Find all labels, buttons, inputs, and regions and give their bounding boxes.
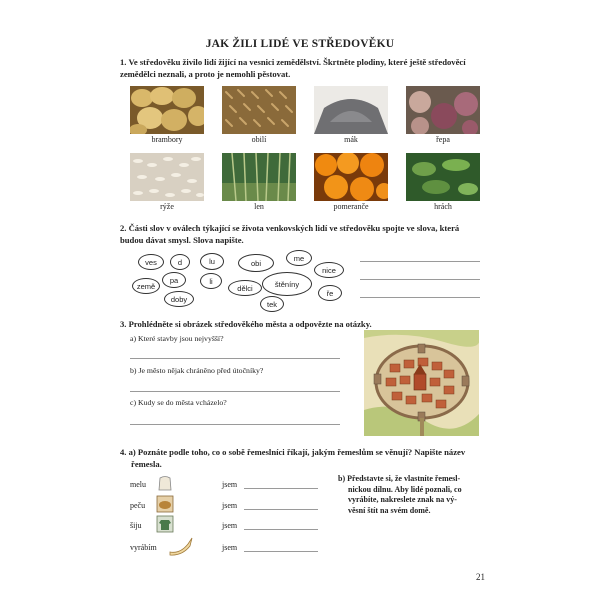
syllable-oval[interactable]: země (132, 278, 160, 294)
photo-grain (222, 86, 296, 134)
answer-line[interactable] (360, 279, 480, 280)
answer-line[interactable] (244, 509, 318, 510)
syllable-oval[interactable]: me (286, 250, 312, 266)
photo-rice (130, 153, 204, 201)
answer-line[interactable] (360, 297, 480, 298)
task3-instruction: 3. Prohlédněte si obrázek středověkého města a odpovězte na otázky. (120, 319, 372, 329)
photo-beets (406, 86, 480, 134)
answer-line[interactable] (130, 391, 340, 392)
syllable-oval[interactable]: li (200, 273, 222, 289)
bread-icon (156, 495, 174, 513)
photo-oranges (314, 153, 388, 201)
syllable-oval[interactable]: d (170, 254, 190, 270)
answer-line[interactable] (130, 358, 340, 359)
syllable-oval[interactable]: dělci (228, 280, 262, 296)
caption-beets: řepa (436, 135, 450, 144)
syllable-oval[interactable]: lu (200, 253, 224, 270)
syllable-oval[interactable]: doby (164, 291, 194, 307)
question-b: b) Je město nějak chráněno před útočníky? (130, 366, 264, 375)
horn-icon (168, 536, 194, 556)
task4-instruction: 4. a) Poznáte podle toho, co o sobě řemeslníci říkají, jakým řemeslům se věnují? Napište název řemesla. (120, 447, 466, 469)
photo-potatoes (130, 86, 204, 134)
question-a: a) Které stavby jsou nejvyšší? (130, 334, 224, 343)
answer-line[interactable] (244, 529, 318, 530)
task4b-instruction: b) Představte si, že vlastníte řemesl- nickou dílnu. Aby lidé poznali, co vyrábíte, nakreslete znak na vý- věsní štít na svém domě. (338, 474, 462, 515)
medieval-town-illustration (364, 330, 479, 436)
task1-instruction: 1. Ve středověku živilo lidí žijící na vesnici zemědělství. Škrtněte plodiny, které ještě středověcí zemědělci neznali, a proto je nemohli pěstovat. (120, 57, 466, 79)
syllable-oval[interactable]: ře (318, 285, 342, 301)
caption-flax: len (254, 202, 264, 211)
question-c: c) Kudy se do města vcházelo? (130, 398, 227, 407)
answer-line[interactable] (244, 551, 318, 552)
shirt-icon (156, 515, 174, 533)
task2-instruction: 2. Části slov v oválech týkající se života venkovských lidí ve středověku spojte ve slova, která budou dávat smysl. Slova napište. (120, 223, 460, 245)
syllable-oval[interactable]: obi (238, 254, 274, 272)
page-title: JAK ŽILI LIDÉ VE STŘEDOVĚKU (205, 38, 395, 50)
caption-rice: rýže (160, 202, 174, 211)
jsem-label: jsem (222, 480, 238, 489)
craft-verb: melu (130, 480, 146, 489)
caption-potatoes: brambory (151, 135, 183, 144)
craft-verb: vyrábím (130, 543, 157, 552)
flour-sack-icon (156, 474, 174, 492)
jsem-label: jsem (222, 521, 238, 530)
photo-poppy-seeds (314, 86, 388, 134)
caption-grain: obilí (251, 135, 267, 144)
craft-verb: šiju (130, 521, 142, 530)
jsem-label: jsem (222, 543, 238, 552)
jsem-label: jsem (222, 501, 238, 510)
caption-peas: hrách (434, 202, 452, 211)
caption-poppy: mák (344, 135, 358, 144)
page-number: 21 (476, 572, 485, 582)
answer-line[interactable] (360, 261, 480, 262)
craft-verb: peču (130, 501, 146, 510)
photo-peas (406, 153, 480, 201)
syllable-oval[interactable]: tek (260, 296, 284, 312)
syllable-oval[interactable]: štěníny (262, 272, 312, 296)
photo-flax (222, 153, 296, 201)
answer-line[interactable] (244, 488, 318, 489)
caption-oranges: pomeranče (333, 202, 369, 211)
answer-line[interactable] (130, 424, 340, 425)
syllable-oval[interactable]: nice (314, 262, 344, 278)
syllable-oval[interactable]: ves (138, 254, 164, 270)
syllable-oval[interactable]: pa (162, 272, 186, 288)
